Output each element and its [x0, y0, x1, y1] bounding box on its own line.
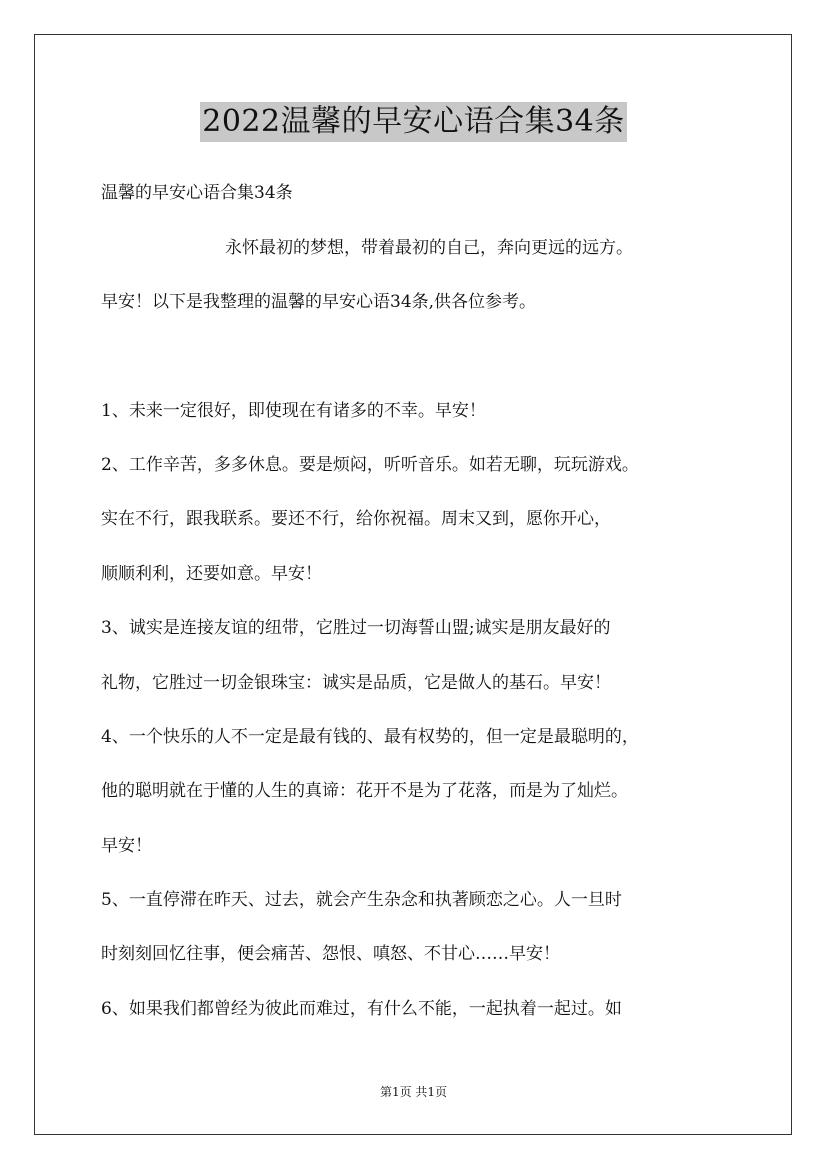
document-title: 2022温馨的早安心语合集34条: [200, 102, 627, 142]
paragraph-line: 实在不行，跟我联系。要还不行，给你祝福。周末又到，愿你开心，: [101, 509, 611, 529]
page-number-footer: 第1页 共1页: [379, 1085, 448, 1099]
paragraph-line: 4、一个快乐的人不一定是最有钱的、最有权势的，但一定是最聪明的，: [101, 727, 639, 747]
paragraph-line: 礼物，它胜过一切金银珠宝：诚实是品质，它是做人的基石。早安！: [101, 673, 611, 693]
paragraph-line: 顺顺利利，还要如意。早安！: [101, 564, 322, 584]
paragraph-line: 1、未来一定很好，即使现在有诸多的不幸。早安！: [101, 401, 486, 421]
paragraph-line: 3、诚实是连接友谊的纽带，它胜过一切海誓山盟;诚实是朋友最好的: [101, 618, 611, 638]
intro-line-2: 早安！以下是我整理的温馨的早安心语34条,供各位参考。: [101, 292, 537, 312]
paragraph-line: 6、如果我们都曾经为彼此而难过，有什么不能，一起执着一起过。如: [101, 999, 622, 1019]
paragraph-line: 时刻刻回忆往事，便会痛苦、怨恨、嗔怒、不甘心……早安！: [101, 944, 560, 964]
intro-line: 永怀最初的梦想，带着最初的自己，奔向更远的远方。: [225, 238, 633, 258]
paragraph-line: 他的聪明就在于懂的人生的真谛：花开不是为了花落，而是为了灿烂。: [101, 781, 628, 801]
paragraph-line: 5、一直停滞在昨天、过去，就会产生杂念和执著顾恋之心。人一旦时: [101, 890, 622, 910]
document-title-container: [0, 102, 827, 142]
paragraph-line: 2、工作辛苦，多多休息。要是烦闷，听听音乐。如若无聊，玩玩游戏。: [101, 455, 639, 475]
paragraph-line: 早安！: [101, 836, 152, 856]
subtitle-line: 温馨的早安心语合集34条: [101, 183, 293, 203]
